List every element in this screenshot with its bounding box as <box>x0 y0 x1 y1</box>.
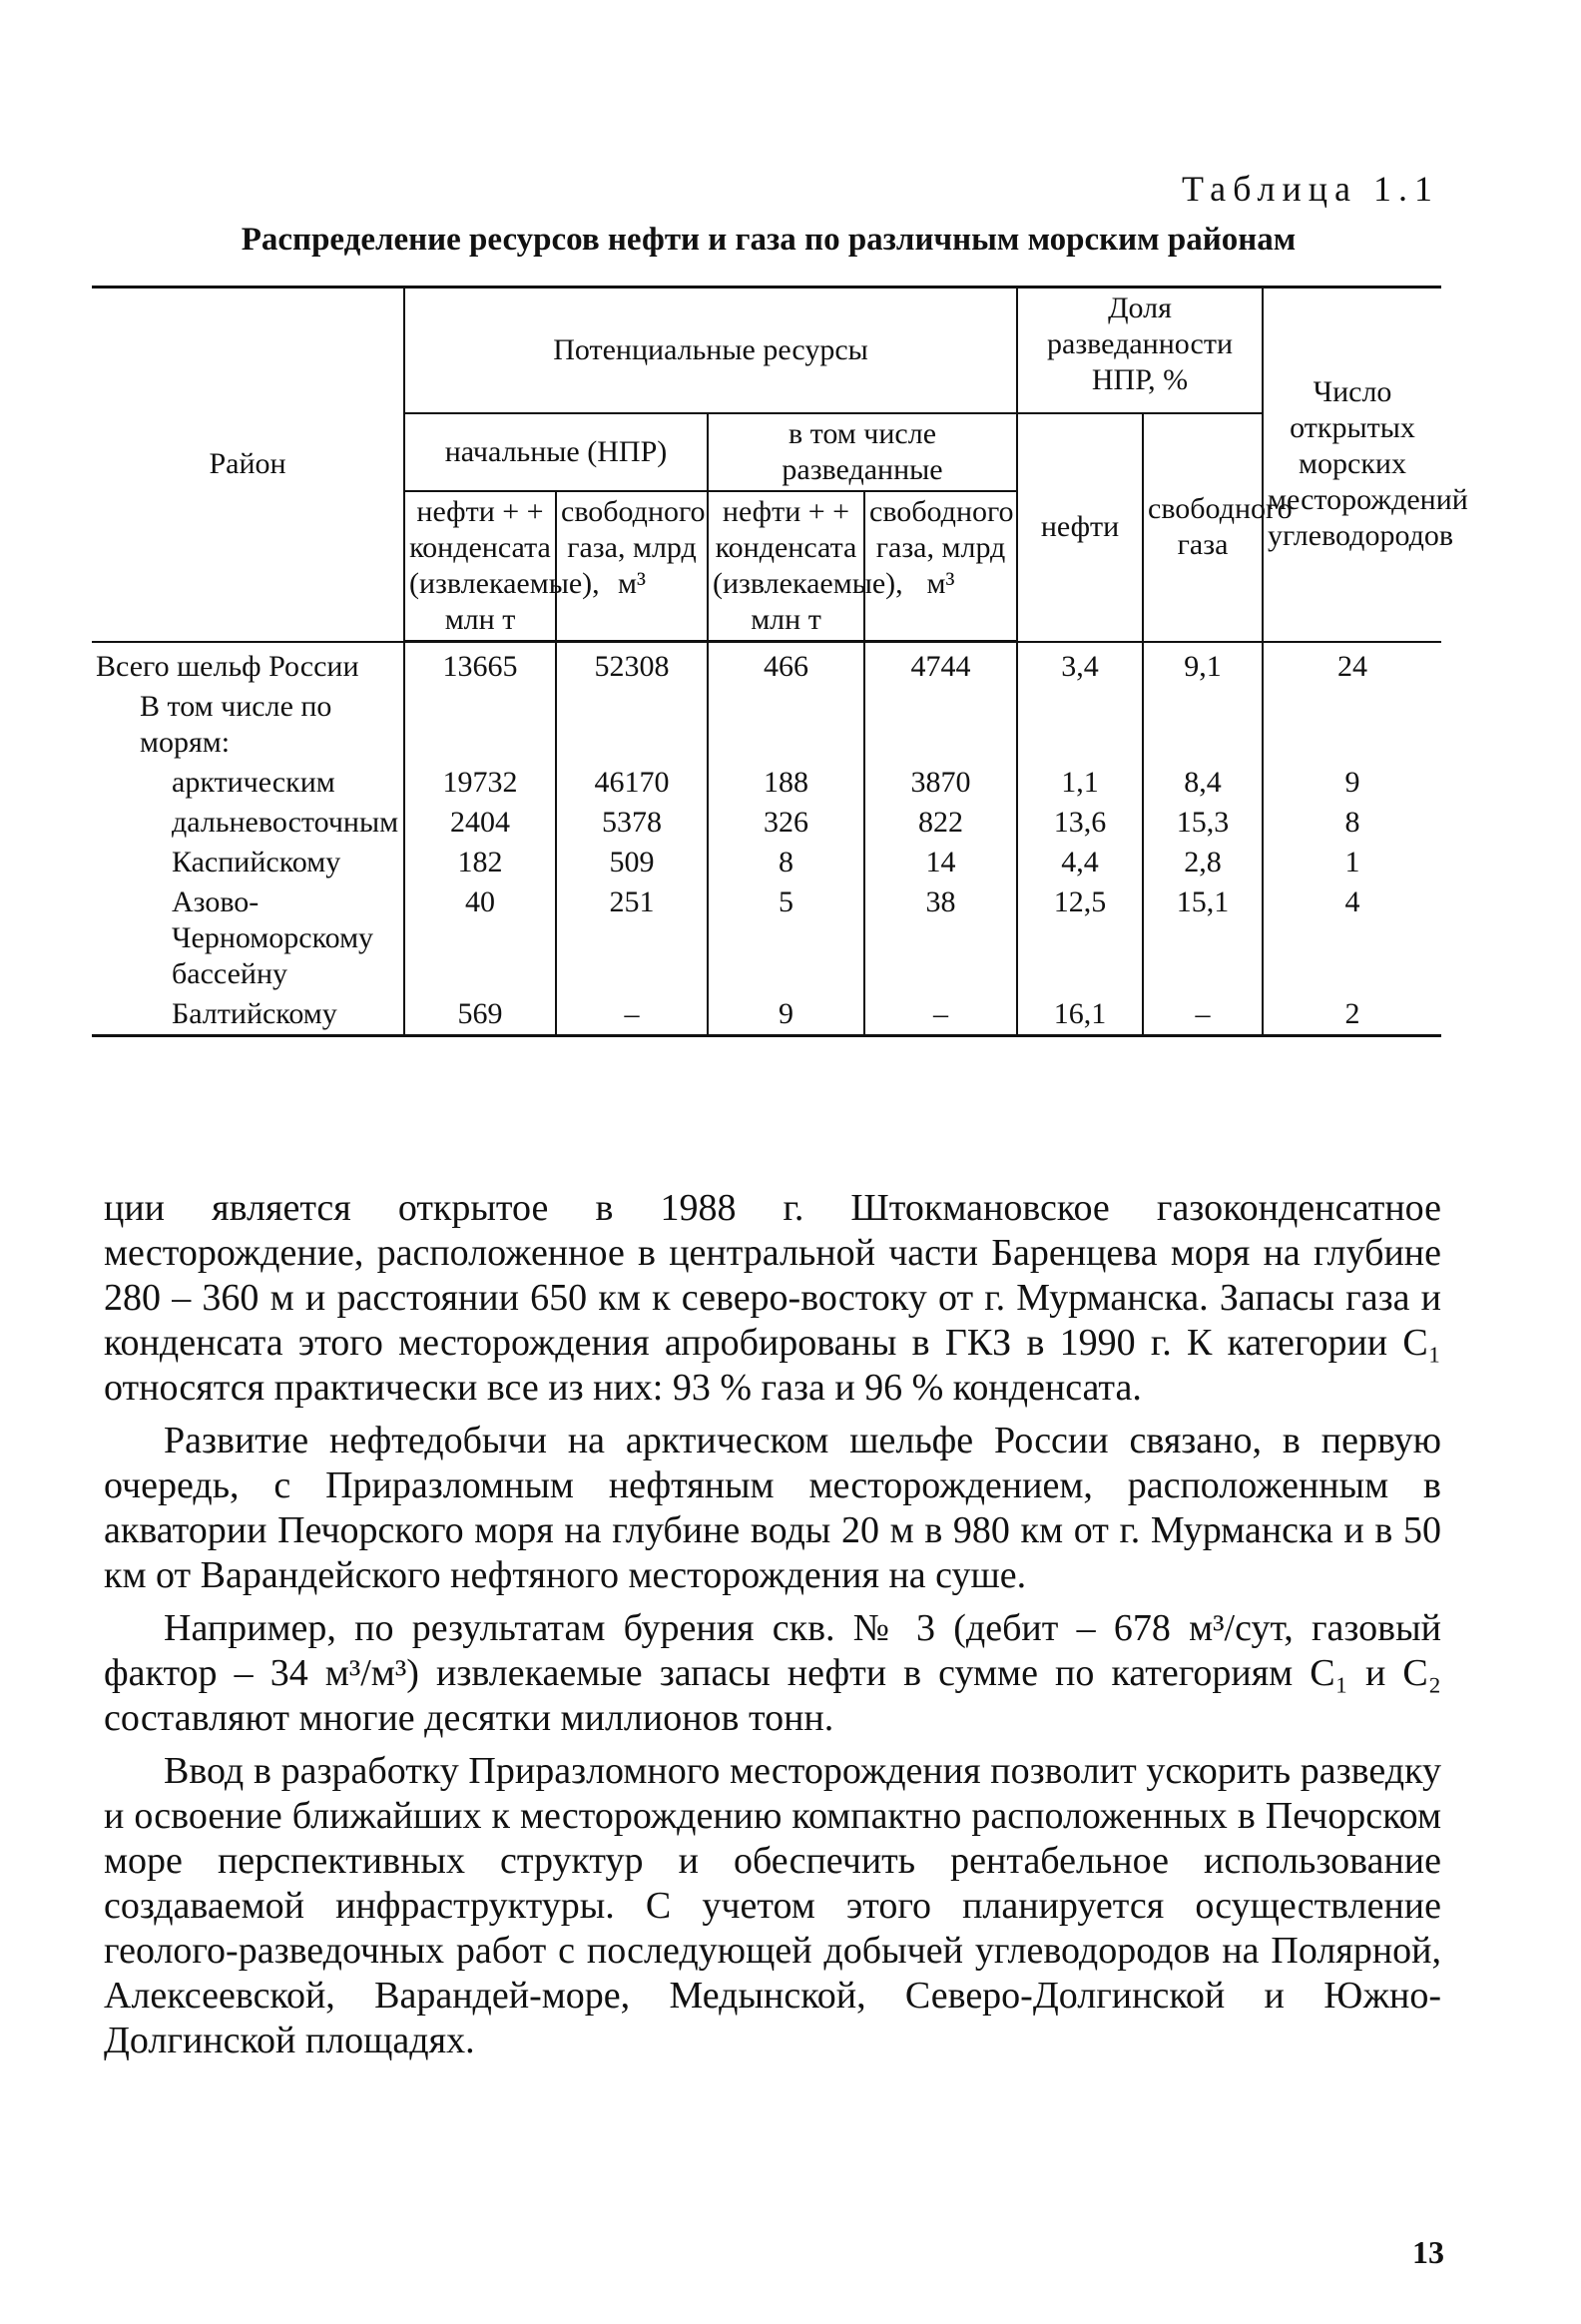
cell-explored-gas <box>864 687 1017 763</box>
paragraph-3: Например, по результатам бурения скв. № 3 (дебит – 678 м³/сут, газовый фактор – 34 м³/м³) извлекаемые запасы нефти в сумме по категориям C₁ и C₂ составляют многие десятки миллионов тонн. <box>104 1607 1441 1739</box>
cell-explored-gas: – <box>864 994 1017 1036</box>
row-region: дальневосточным <box>92 803 404 843</box>
cell-npr-gas <box>556 687 708 763</box>
table-row <box>92 687 1441 763</box>
cell-fields-count: 1 <box>1263 843 1441 882</box>
table-row <box>92 882 1441 994</box>
cell-explored-gas: 3870 <box>864 763 1017 803</box>
cell-explored-oil: 188 <box>708 763 864 803</box>
paragraph-1: ции является открытое в 1988 г. Штокмановское газоконденсатное месторождение, расположенное в центральной части Баренцева моря на глубине 280 – 360 м и расстоянии 650 км к северо-востоку от г. Мурманска. Запасы газа и конденсата этого месторождения апробированы в ГКЗ в 1990 г. К категории C₁ относятся практически все из них: 93 % газа и 96 % конденсата. <box>104 1187 1441 1409</box>
cell-share-oil: 3,4 <box>1017 642 1143 688</box>
header-initial-resources: начальные (НПР) <box>404 413 708 491</box>
cell-npr-oil <box>404 687 556 763</box>
cell-explored-oil: 9 <box>708 994 864 1036</box>
cell-npr-oil: 2404 <box>404 803 556 843</box>
header-fields-count: Число открытых морских месторождений углеводородов <box>1263 288 1441 642</box>
row-region: Всего шельф России <box>92 642 404 688</box>
cell-npr-oil: 182 <box>404 843 556 882</box>
cell-share-oil: 16,1 <box>1017 994 1143 1036</box>
cell-npr-gas: 5378 <box>556 803 708 843</box>
cell-share-gas <box>1143 687 1263 763</box>
paragraph-4: Ввод в разработку Приразломного месторождения позволит ускорить разведку и освоение ближайших к месторождению компактно расположенных в Печорском море перспективных структур и обеспечить рентабельное использование создаваемой инфраструктуры. С учетом этого планируется осуществление геолого-разведочных работ с последующей добычей углеводородов на Полярной, Алексеевской, Варандей-море, Медынской, Северо-Долгинской и Южно-Долгинской площадях. <box>104 1750 1441 2061</box>
cell-explored-gas: 822 <box>864 803 1017 843</box>
header-npr-gas: свободного газа, млрд м³ <box>556 491 708 642</box>
cell-fields-count: 9 <box>1263 763 1441 803</box>
cell-npr-gas: 251 <box>556 882 708 994</box>
header-potential-resources: Потенциальные ресурсы <box>404 288 1017 414</box>
cell-fields-count: 8 <box>1263 803 1441 843</box>
resources-table <box>92 286 1468 1037</box>
row-region: арктическим <box>92 763 404 803</box>
table-row <box>92 843 1441 882</box>
page-number: 13 <box>1412 2234 1444 2270</box>
cell-fields-count <box>1263 687 1441 763</box>
cell-explored-oil: 5 <box>708 882 864 994</box>
cell-fields-count: 24 <box>1263 642 1441 688</box>
cell-explored-oil: 466 <box>708 642 864 688</box>
cell-share-gas: 9,1 <box>1143 642 1263 688</box>
header-exploration-share: Доля разведанности НПР, % <box>1017 288 1263 414</box>
cell-share-gas: 8,4 <box>1143 763 1263 803</box>
cell-npr-oil: 13665 <box>404 642 556 688</box>
cell-npr-oil: 19732 <box>404 763 556 803</box>
row-region: Азово-Черноморскому бассейну <box>92 882 404 994</box>
header-share-gas: свободного газа <box>1143 413 1263 642</box>
cell-explored-oil: 8 <box>708 843 864 882</box>
row-region: В том числе по морям: <box>92 687 404 763</box>
cell-share-gas: 15,3 <box>1143 803 1263 843</box>
cell-npr-gas: – <box>556 994 708 1036</box>
cell-share-gas: 2,8 <box>1143 843 1263 882</box>
table-title: Распределение ресурсов нефти и газа по различным морским районам <box>241 222 1297 258</box>
cell-explored-oil <box>708 687 864 763</box>
cell-explored-gas: 38 <box>864 882 1017 994</box>
body-text <box>104 1186 1441 2071</box>
cell-share-gas: – <box>1143 994 1263 1036</box>
cell-npr-gas: 46170 <box>556 763 708 803</box>
header-explored-oil: нефти + + конденсата (извлекаемые), млн т <box>708 491 864 642</box>
header-share-oil: нефти <box>1017 413 1143 642</box>
cell-npr-oil: 569 <box>404 994 556 1036</box>
table-number: Таблица 1.1 <box>1182 169 1439 209</box>
header-explored-gas: свободного газа, млрд м³ <box>864 491 1017 642</box>
cell-share-oil: 12,5 <box>1017 882 1143 994</box>
cell-npr-gas: 509 <box>556 843 708 882</box>
header-npr-oil: нефти + + конденсата (извлекаемые), млн т <box>404 491 556 642</box>
row-region: Каспийскому <box>92 843 404 882</box>
cell-share-oil: 13,6 <box>1017 803 1143 843</box>
cell-share-oil: 4,4 <box>1017 843 1143 882</box>
table-row <box>92 642 1441 688</box>
header-region: Район <box>92 288 404 642</box>
table-row <box>92 994 1441 1036</box>
cell-explored-gas: 14 <box>864 843 1017 882</box>
cell-fields-count: 2 <box>1263 994 1441 1036</box>
table-row <box>92 763 1441 803</box>
cell-npr-oil: 40 <box>404 882 556 994</box>
row-region: Балтийскому <box>92 994 404 1036</box>
paragraph-2: Развитие нефтедобычи на арктическом шельфе России связано, в первую очередь, с Приразломным нефтяным месторождением, расположенным в акватории Печорского моря на глубине воды 20 м в 980 км от г. Мурманска и в 50 км от Варандейского нефтяного месторождения на суше. <box>104 1420 1441 1596</box>
cell-share-oil <box>1017 687 1143 763</box>
cell-share-gas: 15,1 <box>1143 882 1263 994</box>
cell-share-oil: 1,1 <box>1017 763 1143 803</box>
cell-explored-gas: 4744 <box>864 642 1017 688</box>
cell-explored-oil: 326 <box>708 803 864 843</box>
cell-fields-count: 4 <box>1263 882 1441 994</box>
table-row <box>92 803 1441 843</box>
header-explored-resources: в том числе разведанные <box>708 413 1017 491</box>
cell-npr-gas: 52308 <box>556 642 708 688</box>
